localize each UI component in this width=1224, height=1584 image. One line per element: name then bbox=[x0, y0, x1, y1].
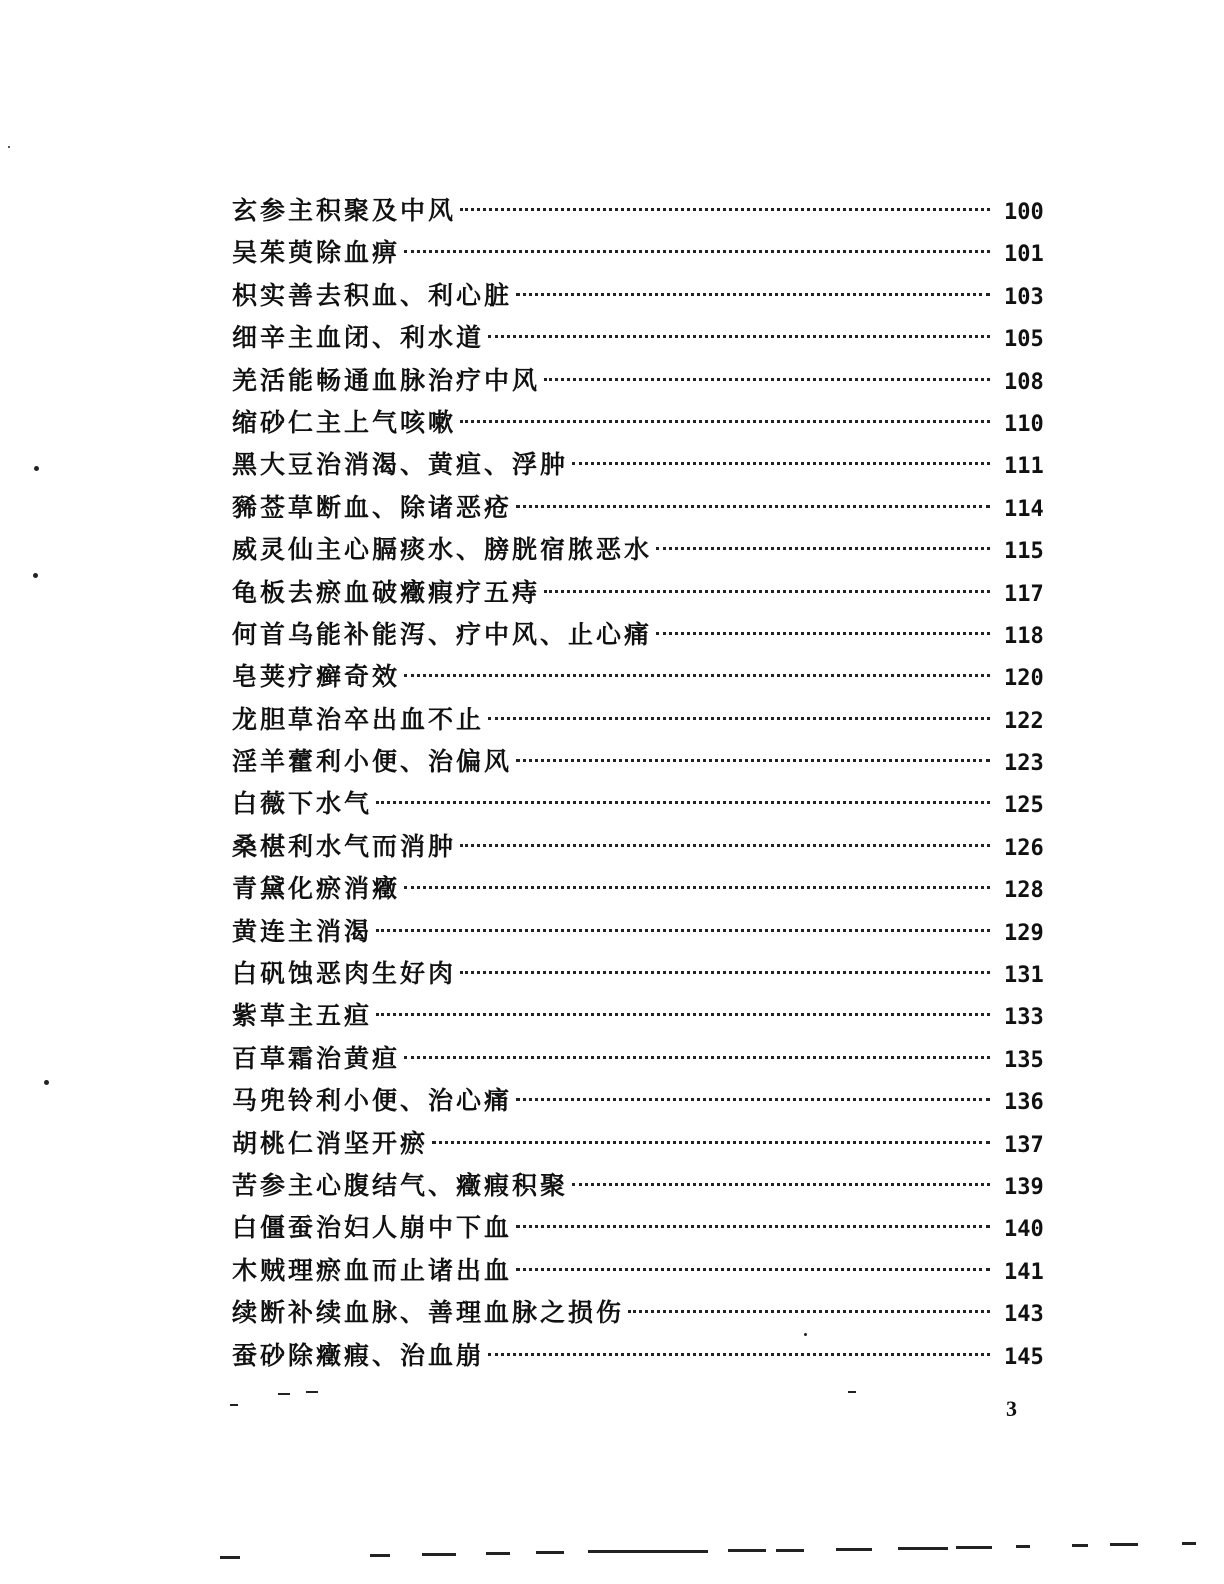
toc-entry-page: 137 bbox=[1004, 1132, 1044, 1158]
toc-entry-page: 141 bbox=[1004, 1259, 1044, 1285]
dot-leader bbox=[376, 929, 990, 932]
toc-entry[interactable] bbox=[232, 953, 1058, 995]
toc-entry[interactable] bbox=[232, 741, 1058, 783]
scan-mark bbox=[836, 1548, 872, 1551]
toc-entry-page: 111 bbox=[1004, 454, 1044, 480]
toc-entry-title: 吴茱萸除血痹 bbox=[232, 238, 401, 268]
toc-entry-page: 105 bbox=[1004, 327, 1044, 353]
toc-entry[interactable] bbox=[232, 1335, 1058, 1377]
toc-entry-title: 细辛主血闭、利水道 bbox=[232, 323, 485, 353]
scan-mark bbox=[486, 1552, 510, 1555]
scan-mark bbox=[898, 1547, 948, 1550]
toc-entry-page: 139 bbox=[1004, 1174, 1044, 1200]
toc-entry-title: 淫羊藿利小便、治偏风 bbox=[232, 747, 513, 777]
toc-entry-title: 龙胆草治卒出血不止 bbox=[232, 704, 485, 734]
dot-leader bbox=[460, 208, 990, 211]
dot-leader bbox=[460, 420, 990, 423]
toc-entry[interactable] bbox=[232, 529, 1058, 571]
toc-entry-page: 136 bbox=[1004, 1090, 1044, 1116]
toc-entry[interactable] bbox=[232, 826, 1058, 868]
toc-entry-title: 龟板去瘀血破癥瘕疗五痔 bbox=[232, 577, 541, 607]
dot-leader bbox=[628, 1310, 990, 1313]
toc-entry[interactable] bbox=[232, 1292, 1058, 1334]
dot-leader bbox=[544, 378, 990, 381]
dot-leader bbox=[460, 971, 990, 974]
toc-entry-page: 114 bbox=[1004, 496, 1044, 522]
toc-entry-page: 125 bbox=[1004, 793, 1044, 819]
toc-entry-title: 枳实善去积血、利心脏 bbox=[232, 280, 513, 310]
dot-leader bbox=[516, 1268, 990, 1271]
scan-mark bbox=[1072, 1544, 1088, 1547]
toc-entry-title: 黄连主消渴 bbox=[232, 916, 373, 946]
page-number: 3 bbox=[1006, 1396, 1017, 1421]
dot-leader bbox=[656, 547, 990, 550]
toc-entry[interactable] bbox=[232, 783, 1058, 825]
toc-entry-page: 122 bbox=[1004, 708, 1044, 734]
toc-entry-page: 140 bbox=[1004, 1217, 1044, 1243]
toc-entry[interactable] bbox=[232, 911, 1058, 953]
scan-mark bbox=[220, 1556, 240, 1559]
scan-mark bbox=[848, 1391, 856, 1393]
toc-entry[interactable] bbox=[232, 868, 1058, 910]
toc-entry-title: 何首乌能补能泻、疗中风、止心痛 bbox=[232, 619, 653, 649]
toc-entry-page: 103 bbox=[1004, 284, 1044, 310]
toc-entry[interactable] bbox=[232, 1123, 1058, 1165]
scan-mark bbox=[422, 1553, 456, 1556]
toc-entry[interactable] bbox=[232, 1038, 1058, 1080]
toc-entry-page: 120 bbox=[1004, 666, 1044, 692]
dot-leader bbox=[460, 844, 990, 847]
toc-entry-title: 木贼理瘀血而止诸出血 bbox=[232, 1255, 513, 1285]
dot-leader bbox=[516, 1225, 990, 1228]
toc-entry[interactable] bbox=[232, 232, 1058, 274]
dot-leader bbox=[488, 335, 990, 338]
toc-entry[interactable] bbox=[232, 444, 1058, 486]
toc-entry-title: 豨莶草断血、除诸恶疮 bbox=[232, 492, 513, 522]
toc-entry-title: 马兜铃利小便、治心痛 bbox=[232, 1086, 513, 1116]
dot-leader bbox=[656, 632, 990, 635]
dot-leader bbox=[376, 801, 990, 804]
toc-entry-title: 桑椹利水气而消肿 bbox=[232, 831, 457, 861]
scan-mark bbox=[776, 1549, 804, 1552]
toc-entry-page: 128 bbox=[1004, 878, 1044, 904]
dot-leader bbox=[516, 293, 990, 296]
toc-entry[interactable] bbox=[232, 614, 1058, 656]
scan-speck bbox=[34, 466, 39, 471]
dot-leader bbox=[544, 590, 990, 593]
dot-leader bbox=[376, 1013, 990, 1016]
toc-entry-title: 蚕砂除癥瘕、治血崩 bbox=[232, 1340, 485, 1370]
toc-entry-page: 135 bbox=[1004, 1047, 1044, 1073]
toc-entry-title: 威灵仙主心膈痰水、膀胱宿脓恶水 bbox=[232, 535, 653, 565]
dot-leader bbox=[404, 250, 990, 253]
toc-entry[interactable] bbox=[232, 1207, 1058, 1249]
toc-entry-title: 白薇下水气 bbox=[232, 789, 373, 819]
toc-entry[interactable] bbox=[232, 572, 1058, 614]
toc-entry[interactable] bbox=[232, 402, 1058, 444]
toc-entry-page: 115 bbox=[1004, 539, 1044, 565]
toc-entry-page: 131 bbox=[1004, 963, 1044, 989]
toc-entry-title: 羌活能畅通血脉治疗中风 bbox=[232, 365, 541, 395]
toc-entry-page: 117 bbox=[1004, 581, 1044, 607]
toc-entry-title: 胡桃仁消坚开瘀 bbox=[232, 1128, 429, 1158]
toc-entry[interactable] bbox=[232, 487, 1058, 529]
toc-entry[interactable] bbox=[232, 275, 1058, 317]
scan-mark bbox=[1182, 1542, 1196, 1545]
toc-entry-title: 苦参主心腹结气、癥瘕积聚 bbox=[232, 1170, 569, 1200]
toc-entry-title: 白僵蚕治妇人崩中下血 bbox=[232, 1213, 513, 1243]
dot-leader bbox=[488, 717, 990, 720]
dot-leader bbox=[572, 462, 990, 465]
toc-entry[interactable] bbox=[232, 1080, 1058, 1122]
scan-mark bbox=[728, 1549, 766, 1552]
toc-entry-page: 101 bbox=[1004, 242, 1044, 268]
toc-entry[interactable] bbox=[232, 656, 1058, 698]
toc-entry[interactable] bbox=[232, 995, 1058, 1037]
toc-entry-title: 皂荚疗癣奇效 bbox=[232, 662, 401, 692]
toc-entry-page: 118 bbox=[1004, 623, 1044, 649]
toc-entry[interactable] bbox=[232, 360, 1058, 402]
dot-leader bbox=[404, 674, 990, 677]
toc-entry-title: 缩砂仁主上气咳嗽 bbox=[232, 407, 457, 437]
toc-entry-page: 143 bbox=[1004, 1302, 1044, 1328]
dot-leader bbox=[488, 1353, 990, 1356]
toc-entry-page: 145 bbox=[1004, 1344, 1044, 1370]
scan-mark bbox=[1110, 1543, 1138, 1546]
scan-mark bbox=[588, 1550, 708, 1553]
toc-entry[interactable] bbox=[232, 317, 1058, 359]
toc-entry[interactable] bbox=[232, 190, 1058, 232]
dot-leader bbox=[404, 886, 990, 889]
scan-mark bbox=[536, 1551, 564, 1554]
dot-leader bbox=[516, 759, 990, 762]
toc-entry-title: 黑大豆治消渴、黄疸、浮肿 bbox=[232, 450, 569, 480]
toc-entry-page: 100 bbox=[1004, 200, 1044, 225]
table-of-contents bbox=[232, 190, 1058, 1377]
dot-leader bbox=[516, 1098, 990, 1101]
toc-entry-page: 129 bbox=[1004, 920, 1044, 946]
toc-entry-page: 123 bbox=[1004, 751, 1044, 777]
scan-mark bbox=[230, 1404, 238, 1406]
scan-mark bbox=[1016, 1545, 1030, 1548]
dot-leader bbox=[404, 1056, 990, 1059]
toc-entry-title: 百草霜治黄疸 bbox=[232, 1043, 401, 1073]
toc-entry-page: 126 bbox=[1004, 835, 1044, 861]
toc-entry-page: 133 bbox=[1004, 1005, 1044, 1031]
toc-entry-title: 白矾蚀恶肉生好肉 bbox=[232, 959, 457, 989]
toc-entry-title: 续断补续血脉、善理血脉之损伤 bbox=[232, 1298, 625, 1328]
scan-mark bbox=[370, 1554, 390, 1557]
toc-entry[interactable] bbox=[232, 1165, 1058, 1207]
toc-entry[interactable] bbox=[232, 1250, 1058, 1292]
scan-speck bbox=[44, 1080, 49, 1085]
scan-mark bbox=[956, 1546, 992, 1549]
scan-mark bbox=[278, 1393, 290, 1395]
dot-leader bbox=[432, 1141, 990, 1144]
toc-entry-title: 青黛化瘀消癥 bbox=[232, 874, 401, 904]
scan-mark bbox=[306, 1391, 318, 1393]
toc-entry-page: 110 bbox=[1004, 411, 1044, 437]
dot-leader bbox=[572, 1183, 990, 1186]
scan-speck bbox=[804, 1333, 807, 1336]
toc-entry-title: 紫草主五疸 bbox=[232, 1001, 373, 1031]
scan-speck bbox=[33, 573, 38, 578]
toc-entry[interactable] bbox=[232, 699, 1058, 741]
toc-entry-title: 玄参主积聚及中风 bbox=[232, 196, 457, 225]
scan-speck bbox=[8, 146, 10, 148]
toc-entry-page: 108 bbox=[1004, 369, 1044, 395]
dot-leader bbox=[516, 505, 990, 508]
